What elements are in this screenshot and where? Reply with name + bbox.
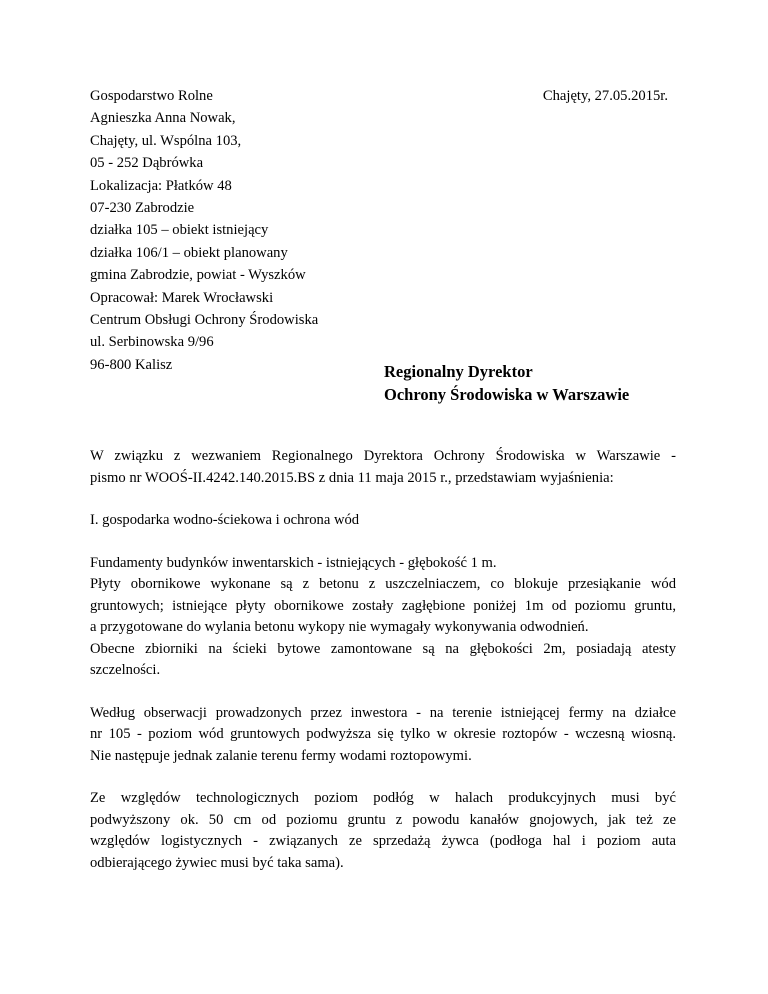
sender-line: ul. Serbinowska 9/96 xyxy=(90,334,214,351)
letter-body xyxy=(90,446,676,895)
recipient-block xyxy=(384,360,629,406)
paragraph-groundwater xyxy=(90,703,676,768)
text-line: odbierającego żywiec musi być taka sama). xyxy=(90,854,344,871)
sender-line: 05 - 252 Dąbrówka xyxy=(90,155,204,172)
sender-line: 07-230 Zabrodzie xyxy=(90,199,195,216)
paragraph-floor-level xyxy=(90,788,676,874)
text-line: Ze względów technologicznych poziom podłóg w halach produkcyjnych musi być xyxy=(90,790,676,806)
sender-line: Gospodarstwo Rolne xyxy=(90,88,213,104)
sender-address-block xyxy=(90,86,420,377)
paragraph-foundations xyxy=(90,553,676,682)
paragraph-intro xyxy=(90,446,676,489)
text-line: względów logistycznych - związanych ze sprzedażą żywca (podłoga hal i poziom auta xyxy=(90,833,676,849)
recipient-line-1: Regionalny Dyrektor xyxy=(384,362,533,381)
sender-line: Agnieszka Anna Nowak, xyxy=(90,110,236,127)
sender-line: 96-800 Kalisz xyxy=(90,356,173,373)
section-heading-text: I. gospodarka wodno-ściekowa i ochrona wód xyxy=(90,512,360,528)
text-line: nr 105 - poziom wód gruntowych podwyższa się tylko w okresie roztopów - wczesną wiosną. xyxy=(90,726,676,742)
text-line: pismo nr WOOŚ-II.4242.140.2015.BS z dnia 11 maja 2015 r., przedstawiam wyjaśnienia: xyxy=(90,469,614,486)
place-and-date: Chajęty, 27.05.2015r. xyxy=(542,88,668,104)
text-line: szczelności. xyxy=(90,662,161,678)
sender-line: Opracował: Marek Wrocławski xyxy=(90,289,274,306)
text-line: Fundamenty budynków inwentarskich - istniejących - głębokość 1 m. xyxy=(90,554,497,571)
recipient-line-2: Ochrony Środowiska w Warszawie xyxy=(384,385,630,404)
sender-line: Chajęty, ul. Wspólna 103, xyxy=(90,132,242,149)
text-line: W związku z wezwaniem Regionalnego Dyrektora Ochrony Środowiska w Warszawie - xyxy=(90,448,676,464)
text-line: Według obserwacji prowadzonych przez inwestora - na terenie istniejącej fermy na działce xyxy=(90,704,676,721)
text-line: Obecne zbiorniki na ścieki bytowe zamontowane są na głębokości 2m, posiadają atesty xyxy=(90,640,676,657)
text-line: Płyty obornikowe wykonane są z betonu z uszczelniaczem, co blokuje przesiąkanie wód xyxy=(90,576,676,592)
text-line: a przygotowane do wylania betonu wykopy nie wymagały wykonywania odwodnień. xyxy=(90,619,589,635)
sender-line: Lokalizacja: Płatków 48 xyxy=(90,177,232,194)
text-line: podwyższony ok. 50 cm od poziomu gruntu z powodu kanałów gnojowych, jak też ze xyxy=(90,811,676,828)
sender-line: działka 105 – obiekt istniejący xyxy=(90,222,269,239)
sender-line: Centrum Obsługi Ochrony Środowiska xyxy=(90,311,319,328)
text-line: Nie następuje jednak zalanie terenu fermy wodami roztopowymi. xyxy=(90,747,472,764)
sender-line: działka 106/1 – obiekt planowany xyxy=(90,244,288,261)
text-line: gruntowych; istniejące płyty obornikowe zostały zagłębione poniżej 1m od poziomu gruntu, xyxy=(90,597,676,614)
sender-line: gmina Zabrodzie, powiat - Wyszków xyxy=(90,267,306,284)
section-heading xyxy=(90,510,676,532)
